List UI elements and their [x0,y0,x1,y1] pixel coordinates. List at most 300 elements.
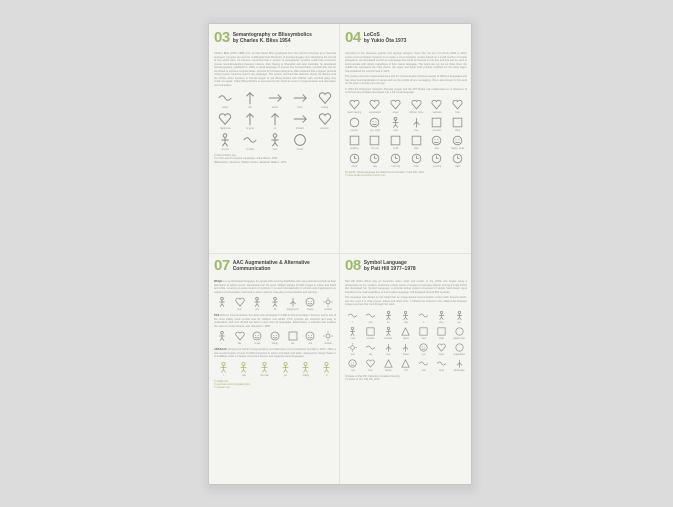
day-icon [366,152,385,168]
man-glyph [267,132,283,148]
glass-icon [398,326,414,340]
i-glyph [217,361,230,374]
heart-icon [434,342,450,356]
symbol-caption: playground [286,308,299,311]
morning-icon [386,152,405,168]
tree-glyph [410,116,423,129]
life-glyph [242,90,258,106]
panel-byline: by Charles K. Bliss 1954 [232,38,291,44]
person-glyph [217,132,233,148]
source-line: © LoCoS: Visual Language for Global Communication, Yukio Ōta, 2014 [345,170,424,174]
symbol-caption: he [386,320,390,324]
symbol-caption: we [457,320,461,324]
symbol-caption: I [221,342,223,345]
expectation-glyph [368,98,381,111]
face-glyph [430,134,443,147]
symbol-caption: heart [438,352,445,356]
symbol-caption: eye [421,352,426,356]
symbol-caption: up [273,127,277,130]
symbol-caption: feeling [321,106,329,109]
i-icon [214,330,230,345]
flower-icon [398,342,414,356]
symbol-caption: I [222,373,224,377]
symbol-caption: man [393,128,398,132]
source-link[interactable]: © pecsmart.com/cms/gallery/pcs [214,382,251,386]
bed-icon [416,326,432,340]
cat-glyph [347,358,358,369]
we-glyph [454,310,465,321]
to-eat-glyph [251,330,263,342]
panel-title [364,258,416,272]
panel-body: The language was based on her belief that an image-based communication could reach beyond words, and she used it to write poems, letters and short texts. It reflects her interest in the relationship between images and text that runs through her work. [345,296,467,306]
glass-glyph [400,326,411,337]
i-icon [345,310,361,324]
symbol-caption: day [373,164,377,168]
panel-title-text: AAC Augmentative & Alternative [232,260,310,266]
widgit-label: Widgit [214,280,222,283]
like-glyph [234,330,246,342]
symbol-caption: outside [324,342,332,345]
i-glyph [216,296,228,308]
emotion-icon [313,111,336,130]
symbol-caption: sit [273,308,277,311]
symbol-grid [345,98,467,168]
panel-body: According to the Japanese graphic and signage designer Yukio Ōta, the aim of LoCoS (1964 to 1973, Lovers Communication System) is to create a communication system based on a small number of simple pictograms. He developed LoCoS as a language that could be learned in one day and that can be used to communicate with others regardless of their native language. The signs are set out on three lines: the middle line represents the main theme, the upper and lower lines provide modifiers for the basic signs. Ōta published his LoCoS book in 1973. [345,52,467,73]
house-icon [380,358,396,372]
action-icon [264,90,287,109]
symbol-caption: eye, sight [369,128,381,132]
symbol-caption: love [237,308,242,311]
feeling-icon [313,90,336,109]
morning-glyph [389,152,402,165]
to-walk-glyph [242,132,258,148]
night-glyph [451,152,464,165]
symbol-caption: bed [421,336,426,340]
anger-glyph [389,98,402,111]
symbol-caption: the man [260,373,269,377]
without-icon [407,98,426,114]
tree-icon [407,116,426,132]
the-man-glyph [258,361,271,374]
symbol-caption: glass [403,336,409,340]
the-cat-icon [366,134,385,150]
i-glyph [347,310,358,321]
sadness-icon [428,98,447,114]
tea-icon [285,330,301,345]
you-glyph [251,296,263,308]
sun-icon [345,342,361,356]
panel-number: 08 [345,258,361,274]
source-line: © Letters to Jim, Pati Hill, 1979 [345,377,380,381]
symbol-caption: in [325,373,328,377]
arasaac-body: (Aragonese Portal of Augmentative and Alternative Communication) founded in 2007, offers a free symbol system of over 11,000 pictograms in colour and black and white, designed by Sergio Palao. It is available under a Creative Commons licence and supports many languages. [214,348,336,358]
he-icon [380,310,396,324]
symbol-grid [214,90,336,151]
you-icon [363,310,379,324]
panel-number: 03 [214,30,230,46]
water-glyph [217,90,233,106]
panel-locos [345,30,467,252]
i-icon [214,296,230,311]
love-icon [363,358,379,372]
to-fill-icon [386,134,405,150]
symbol-caption: you [368,320,373,324]
question-glyph [430,116,443,129]
it-icon [416,310,432,324]
symbol-caption: like [242,373,246,377]
source-link[interactable]: © locos.lanilla.com/locos-ss/pict.com [345,173,386,177]
happiness-icon [214,111,237,130]
symbol-caption: action [271,106,279,109]
panel-title [233,30,312,44]
eye-glyph [418,342,429,353]
more-icon [288,90,311,109]
symbol-caption: question [432,128,442,132]
panel-title-text: Semantography or Blissymbolics [232,32,312,38]
symbol-caption: eat [308,342,313,345]
window-icon [363,326,379,340]
hill-icon [398,358,414,372]
symbol-caption: happy, smile [451,146,465,150]
she-icon [398,310,414,324]
source-line: © Estate of Pati Hill, Collection Arcadia University, [345,374,401,378]
eat-glyph [304,330,316,342]
to-eat-icon [249,330,265,345]
the-man-icon [255,361,274,377]
we-icon [451,310,467,324]
symbol-caption: woman [384,336,393,340]
plan-icon [407,134,426,150]
symbol-caption: love [368,368,373,372]
sky-icon [363,342,379,356]
symbol-caption: forward [295,127,304,130]
in-glyph [320,361,333,374]
symbol-caption: more [297,106,303,109]
love-icon [448,98,467,114]
flower-glyph [400,342,411,353]
symbol-caption: she [404,320,408,324]
panel-sources [214,380,336,390]
to-grow-glyph [242,111,258,127]
symbol-caption: man [350,336,356,340]
noon-glyph [410,152,423,165]
arasaac-label: ARASAAC [214,348,227,351]
glass-bowl-icon [451,326,467,340]
tree-glyph [383,342,394,353]
mouth-icon [288,132,311,151]
happy-icon [448,134,467,150]
woman-icon [380,326,396,340]
panel-header [214,30,336,48]
sadness-glyph [430,98,443,111]
symbol-caption: to walk [246,148,254,151]
symbol-caption: face [434,146,440,150]
question-icon [428,116,447,132]
symbol-caption: sun [350,352,355,356]
symbol-caption: to fill [393,146,399,150]
she-glyph [400,310,411,321]
happy-glyph [451,134,464,147]
symbol-caption: the cat [371,146,379,150]
symbol-caption: person [350,128,358,132]
forward-glyph [292,111,308,127]
symbol-caption: life [248,106,252,109]
panel-title-text: Symbol Language [363,260,407,266]
symbol-caption: without, hope [409,110,424,114]
to-walk-icon [239,132,262,151]
symbol-caption: glass bowl [453,336,465,340]
symbol-caption: evening [432,164,442,168]
glass-bowl-glyph [454,326,465,337]
sun-glyph [347,342,358,353]
symbol-caption: outside [324,308,332,311]
pcs-text [214,314,336,328]
word-icon [434,358,450,372]
go-icon [276,361,295,377]
symbol-caption: water [222,106,229,109]
symbol-caption: chair [438,336,445,340]
like-glyph [237,361,250,374]
happy-icon [297,361,316,377]
evening-glyph [430,152,443,165]
the-cat-glyph [368,134,381,147]
happy-glyph [269,330,281,342]
love-glyph [234,296,246,308]
pcs-body: (Picture Communication Symbols) was developed in 1980 by Roxanna Mayer Johnson and is one of the most widely used symbol sets for children and adults. PCS symbols are colourful and easy to understand, with over 40,000 symbols in more than 44 languages. Boardmaker, a software that enables the users to create boards, was released in 1990. [214,314,336,328]
building-glyph [348,134,361,147]
action-glyph [267,90,283,106]
symbol-caption: tree [386,352,391,356]
symbol-caption: building [350,146,359,150]
symbol-caption: it [423,320,425,324]
symbol-caption: hill [404,368,408,372]
panel-body: Charles Bliss (1897–1985) born as Karl Kasiel Blitz (graduated from the Vienna University as a chemical engineer). He grew up near the multilingual Dual Monarchy of Austria-Hungary and, witnessing the turmoil of two world wars, he became convinced that a system of pictographic symbols could help overcome mutual misunderstanding between nations. After fleeing to Shanghai and later Australia, he developed Semantography, published in 1949, a visual language of around one hundred basic symbols that can be combined to express complex ideas. Inspired by Chinese ideograms, Bliss believed that a logical, pictorial writing system could be read in any language. The system received little attention during his lifetime until the 1970s, when teachers in Toronto began to use Blissymbolics with children with cerebral palsy who could not speak. Today Blissymbolics is used around the world as a form of augmentative and alternative communication. [214,52,336,87]
source-line: © blissymbolics.org [214,154,236,157]
woman-glyph [383,326,394,337]
thing-icon [448,116,467,132]
tea-glyph [287,330,299,342]
symbol-caption: happy [271,342,279,345]
without-glyph [410,98,423,111]
person-icon [345,116,364,132]
happiness-glyph [217,111,233,127]
chair-icon [434,326,450,340]
symbol-caption: to grow [246,127,255,130]
you-glyph [365,310,376,321]
symbol-caption: man [272,148,278,151]
face-icon [428,134,447,150]
symbol-caption: rain [421,368,426,372]
panel-header [214,258,336,276]
panel-header [345,258,467,276]
outside-glyph [322,296,334,308]
outside-icon [320,296,336,311]
symbol-caption: thing [455,128,461,132]
pcs-label: PCS [214,314,220,317]
panel-aac [214,258,336,480]
hill-glyph [400,358,411,369]
source-line: © In the Land of Invented Languages, Arika Okrent, 2009 [214,157,278,161]
symbol-caption: tea [291,342,295,345]
symbol-caption: I [221,308,223,311]
symbol-caption: love [455,110,460,114]
widgit-body: is a symbol-based language for people with learning disabilities that uses pictorial symbols as their alternative to written words. Developed over 30 years, Widgit includes 15,000 images in colour and black and white, covering an entire lexicon of symbols. It is used internationally in schools and organisations to support communication and literacy and is used for everyday communication and learning. [214,280,336,294]
symbol-caption: like [237,342,242,345]
eye-icon [366,116,385,132]
vegetables-icon [451,342,467,356]
symbol-caption: go [283,373,287,377]
source-line: (Bilderwelten, Sprache), Wilfried Jochim, Elisabeth Walther, 1975 [214,160,287,164]
panel-body: In 2014 the Pictogram Institute's Pictolab project and the MIT Media Lab collaborated on a reference of LoCoS as its principles developed into a full visual language. [345,87,467,94]
source-link[interactable]: © arasaac.org [214,386,230,390]
symbol-caption: word [438,368,445,372]
happy-icon [267,330,283,345]
panel-body: The system was first implemented as a tool for communication between people of different languages and has since found application in areas such as the mobile phone messaging. Ōta is also known for his work on the green running man exit sign. [345,75,467,85]
house-glyph [383,358,394,369]
i-glyph [216,330,228,342]
panel-number: 07 [214,258,230,274]
to-grow-icon [239,111,262,130]
mouth-glyph [292,132,308,148]
panel-title [364,30,407,44]
symbol-caption: to eat [254,342,261,345]
symbol-caption: vegetables [453,352,465,356]
man-icon [264,132,287,151]
symbol-caption: noon [413,164,419,168]
symbol-caption: cat [351,368,355,372]
pcs-symbol-row [214,330,336,345]
clock-icon [345,152,364,168]
happy-glyph [299,361,312,374]
chair-glyph [436,326,447,337]
horizontal-fold [209,253,471,254]
in-icon [317,361,336,377]
symbol-caption: window [366,336,375,340]
landscape-icon [451,358,467,372]
rain-icon [416,358,432,372]
sky-glyph [365,342,376,353]
up-glyph [267,111,283,127]
panel-byline: by Pati Hill 1977–1978 [363,266,416,272]
man-glyph [389,116,402,129]
heart-glyph [348,98,361,111]
emotion-glyph [317,111,333,127]
outside-glyph [322,330,334,342]
panel-header [345,30,467,48]
symbol-caption: plan [414,146,419,150]
love-icon [232,296,248,311]
night-icon [448,152,467,168]
landscape-glyph [454,358,465,369]
panel-sources [345,375,467,382]
love-glyph [365,358,376,369]
arasaac-symbol-row [214,361,336,377]
heart-glyph [436,342,447,353]
symbol-caption: expectation [368,110,382,114]
they-icon [434,310,450,324]
symbol-caption: heart, feeling [347,110,362,114]
rain-glyph [418,358,429,369]
panel-title [233,258,310,272]
building-icon [345,134,364,150]
evening-icon [428,152,447,168]
like-icon [232,330,248,345]
plan-glyph [410,134,423,147]
they-glyph [436,310,447,321]
playground-glyph [287,296,299,308]
cat-icon [345,358,361,372]
go-glyph [279,361,292,374]
forward-icon [288,111,311,130]
man-glyph [347,326,358,337]
man-icon [345,326,361,340]
widgit-symbol-row [214,296,336,311]
symbol-caption: tree [414,128,419,132]
panel-symbol-language [345,258,467,480]
panel-title-text: LoCoS [363,32,380,38]
eye-glyph [368,116,381,129]
symbol-caption: landscape [453,368,465,372]
word-glyph [436,358,447,369]
love-glyph [451,98,464,111]
clock-glyph [348,152,361,165]
it-glyph [418,310,429,321]
sit-icon [267,296,283,311]
arasaac-text [214,348,336,359]
up-icon [264,111,287,130]
feeling-glyph [317,90,333,106]
to-fill-glyph [389,134,402,147]
like-icon [235,361,254,377]
vegetables-glyph [454,342,465,353]
noon-icon [407,152,426,168]
you-icon [249,296,265,311]
symbol-caption: anger [392,110,399,114]
symbol-caption: I [352,320,354,324]
person-glyph [348,116,361,129]
symbol-caption: morning [391,164,400,168]
symbol-caption: emotion [320,127,329,130]
source-link[interactable]: © widgit.com [214,379,229,383]
more-glyph [292,90,308,106]
panel-blissymbolics [214,30,336,252]
panel-sources [214,154,336,164]
panel-title-line2: Communication [232,266,271,272]
symbol-caption: happy [302,373,310,377]
person-icon [214,132,237,151]
symbol-caption: mouth [296,148,304,151]
symbol-caption: you [255,308,260,311]
playground-icon [285,296,301,311]
folded-leaflet [209,24,471,484]
thing-glyph [451,116,464,129]
heart-icon [345,98,364,114]
day-glyph [368,152,381,165]
life-icon [239,90,262,109]
symbol-caption: happy [307,308,314,311]
panel-byline: by Yukio Ōta 1973 [363,38,407,44]
he-glyph [383,310,394,321]
man-icon [386,116,405,132]
panel-sources [345,171,467,178]
sit-glyph [269,296,281,308]
symbol-caption: clock [351,164,358,168]
happy-icon [303,296,319,311]
bed-glyph [418,326,429,337]
anger-icon [386,98,405,114]
panel-body: Pati Hill (1921–2014) was an American writer, artist and model. In the 1970s she began using a photocopier as her medium, producing a large series of images of everyday objects. During the late 1970s she developed her Symbol Language, a pictorial writing system composed of simple hand-drawn signs intended to be read regardless of one's native language. Hill designed around 800 symbols. [345,280,467,294]
expectation-icon [366,98,385,114]
